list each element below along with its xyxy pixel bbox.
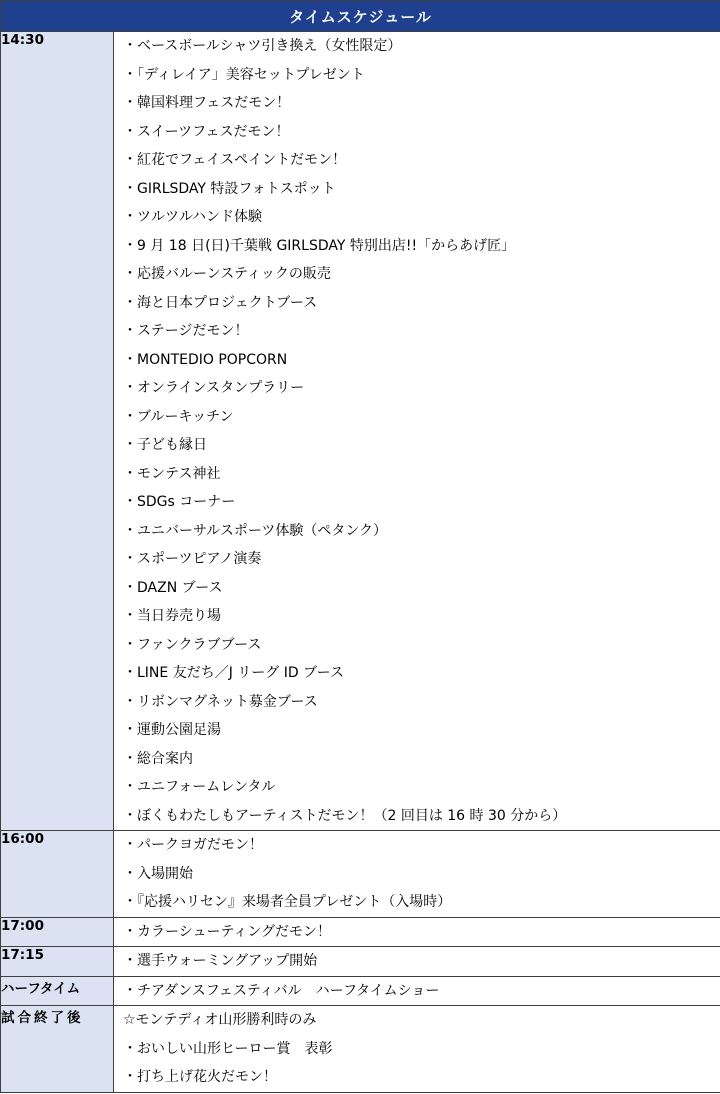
event-list bbox=[114, 947, 720, 977]
event-item: ・ユニフォームレンタル bbox=[123, 779, 276, 795]
event-item: ・ブルーキッチン bbox=[123, 408, 234, 425]
event-item: ・応援バルーンスティックの販売 bbox=[123, 266, 331, 282]
event-item: ・モンテス神社 bbox=[123, 465, 221, 482]
event-item: ・SDGs コーナー bbox=[123, 494, 236, 510]
event-item: ・運動公園足湯 bbox=[123, 722, 221, 738]
event-item: ・ぼくもわたしもアーティストだモン！（2 回目は 16 時 30 分から） bbox=[123, 807, 567, 824]
event-item: ・パークヨガだモン！ bbox=[123, 837, 263, 853]
event-item: ・カラーシューティングだモン！ bbox=[123, 923, 332, 940]
event-item: ・子ども縁日 bbox=[123, 437, 207, 453]
event-item: ・GIRLSDAY 特設フォトスポット bbox=[123, 180, 336, 197]
event-item: ・海と日本プロジェクトブース bbox=[123, 294, 318, 311]
schedule-row bbox=[1, 976, 720, 1006]
schedule-row bbox=[1, 831, 720, 918]
event-item: ・打ち上げ花火だモン！ bbox=[123, 1069, 277, 1085]
event-item: ・ユニバーサルスポーツ体験（ペタンク） bbox=[123, 522, 388, 539]
time-cell: ハーフタイム bbox=[1, 976, 114, 1006]
event-list bbox=[114, 917, 720, 947]
schedule-row bbox=[1, 1006, 720, 1093]
event-item: ・チアダンスフェスティバル ハーフタイムショー bbox=[123, 982, 440, 999]
event-item: ・おいしい山形ヒーロー賞 表彰 bbox=[123, 1040, 333, 1057]
event-list bbox=[114, 32, 720, 831]
event-item: ・9 月 18 日(日)千葉戦 GIRLSDAY 特別出店!!「からあげ匠」 bbox=[123, 237, 516, 254]
event-item: ・DAZN ブース bbox=[123, 579, 223, 596]
event-item: ・選手ウォーミングアップ開始 bbox=[123, 953, 318, 969]
event-item: ・LINE 友だち／J リーグ ID ブース bbox=[123, 665, 344, 681]
time-cell: 16:00 bbox=[1, 831, 114, 918]
event-item: ・総合案内 bbox=[123, 750, 193, 767]
event-item: ・ベースボールシャツ引き換え（女性限定） bbox=[123, 38, 402, 54]
schedule-row bbox=[1, 917, 720, 947]
schedule-row bbox=[1, 32, 720, 831]
event-item: ☆モンテディオ山形勝利時のみ bbox=[123, 1012, 317, 1028]
event-item: ・ファンクラブブース bbox=[123, 636, 262, 653]
time-cell: 14:30 bbox=[1, 32, 114, 831]
time-cell: 試合終了後 bbox=[1, 1006, 114, 1093]
event-list bbox=[114, 976, 720, 1006]
schedule-row bbox=[1, 947, 720, 977]
time-cell: 17:00 bbox=[1, 917, 114, 947]
event-item: ・入場開始 bbox=[123, 865, 193, 882]
event-item: ・『応援ハリセン』来場者全員プレゼント（入場時） bbox=[123, 894, 452, 910]
event-item: ・紅花でフェイスペイントだモン！ bbox=[123, 152, 347, 168]
event-item: ・リボンマグネット募金ブース bbox=[123, 693, 318, 710]
event-list bbox=[114, 831, 720, 918]
schedule-title: タイムスケジュール bbox=[1, 1, 720, 32]
event-item: ・スイーツフェスだモン！ bbox=[123, 123, 290, 140]
event-item: ・ステージだモン！ bbox=[123, 323, 249, 339]
schedule-body bbox=[1, 32, 720, 1093]
event-item: ・韓国料理フェスだモン！ bbox=[123, 95, 291, 111]
event-item: ・「ディレイア」美容セットプレゼント bbox=[123, 66, 365, 83]
event-item: ・当日券売り場 bbox=[123, 608, 221, 624]
time-cell: 17:15 bbox=[1, 947, 114, 977]
event-item: ・ツルツルハンド体験 bbox=[123, 209, 263, 225]
event-item: ・スポーツピアノ演奏 bbox=[123, 551, 262, 567]
event-item: ・MONTEDIO POPCORN bbox=[123, 351, 288, 368]
event-item: ・オンラインスタンプラリー bbox=[123, 380, 305, 396]
event-list bbox=[114, 1006, 720, 1093]
